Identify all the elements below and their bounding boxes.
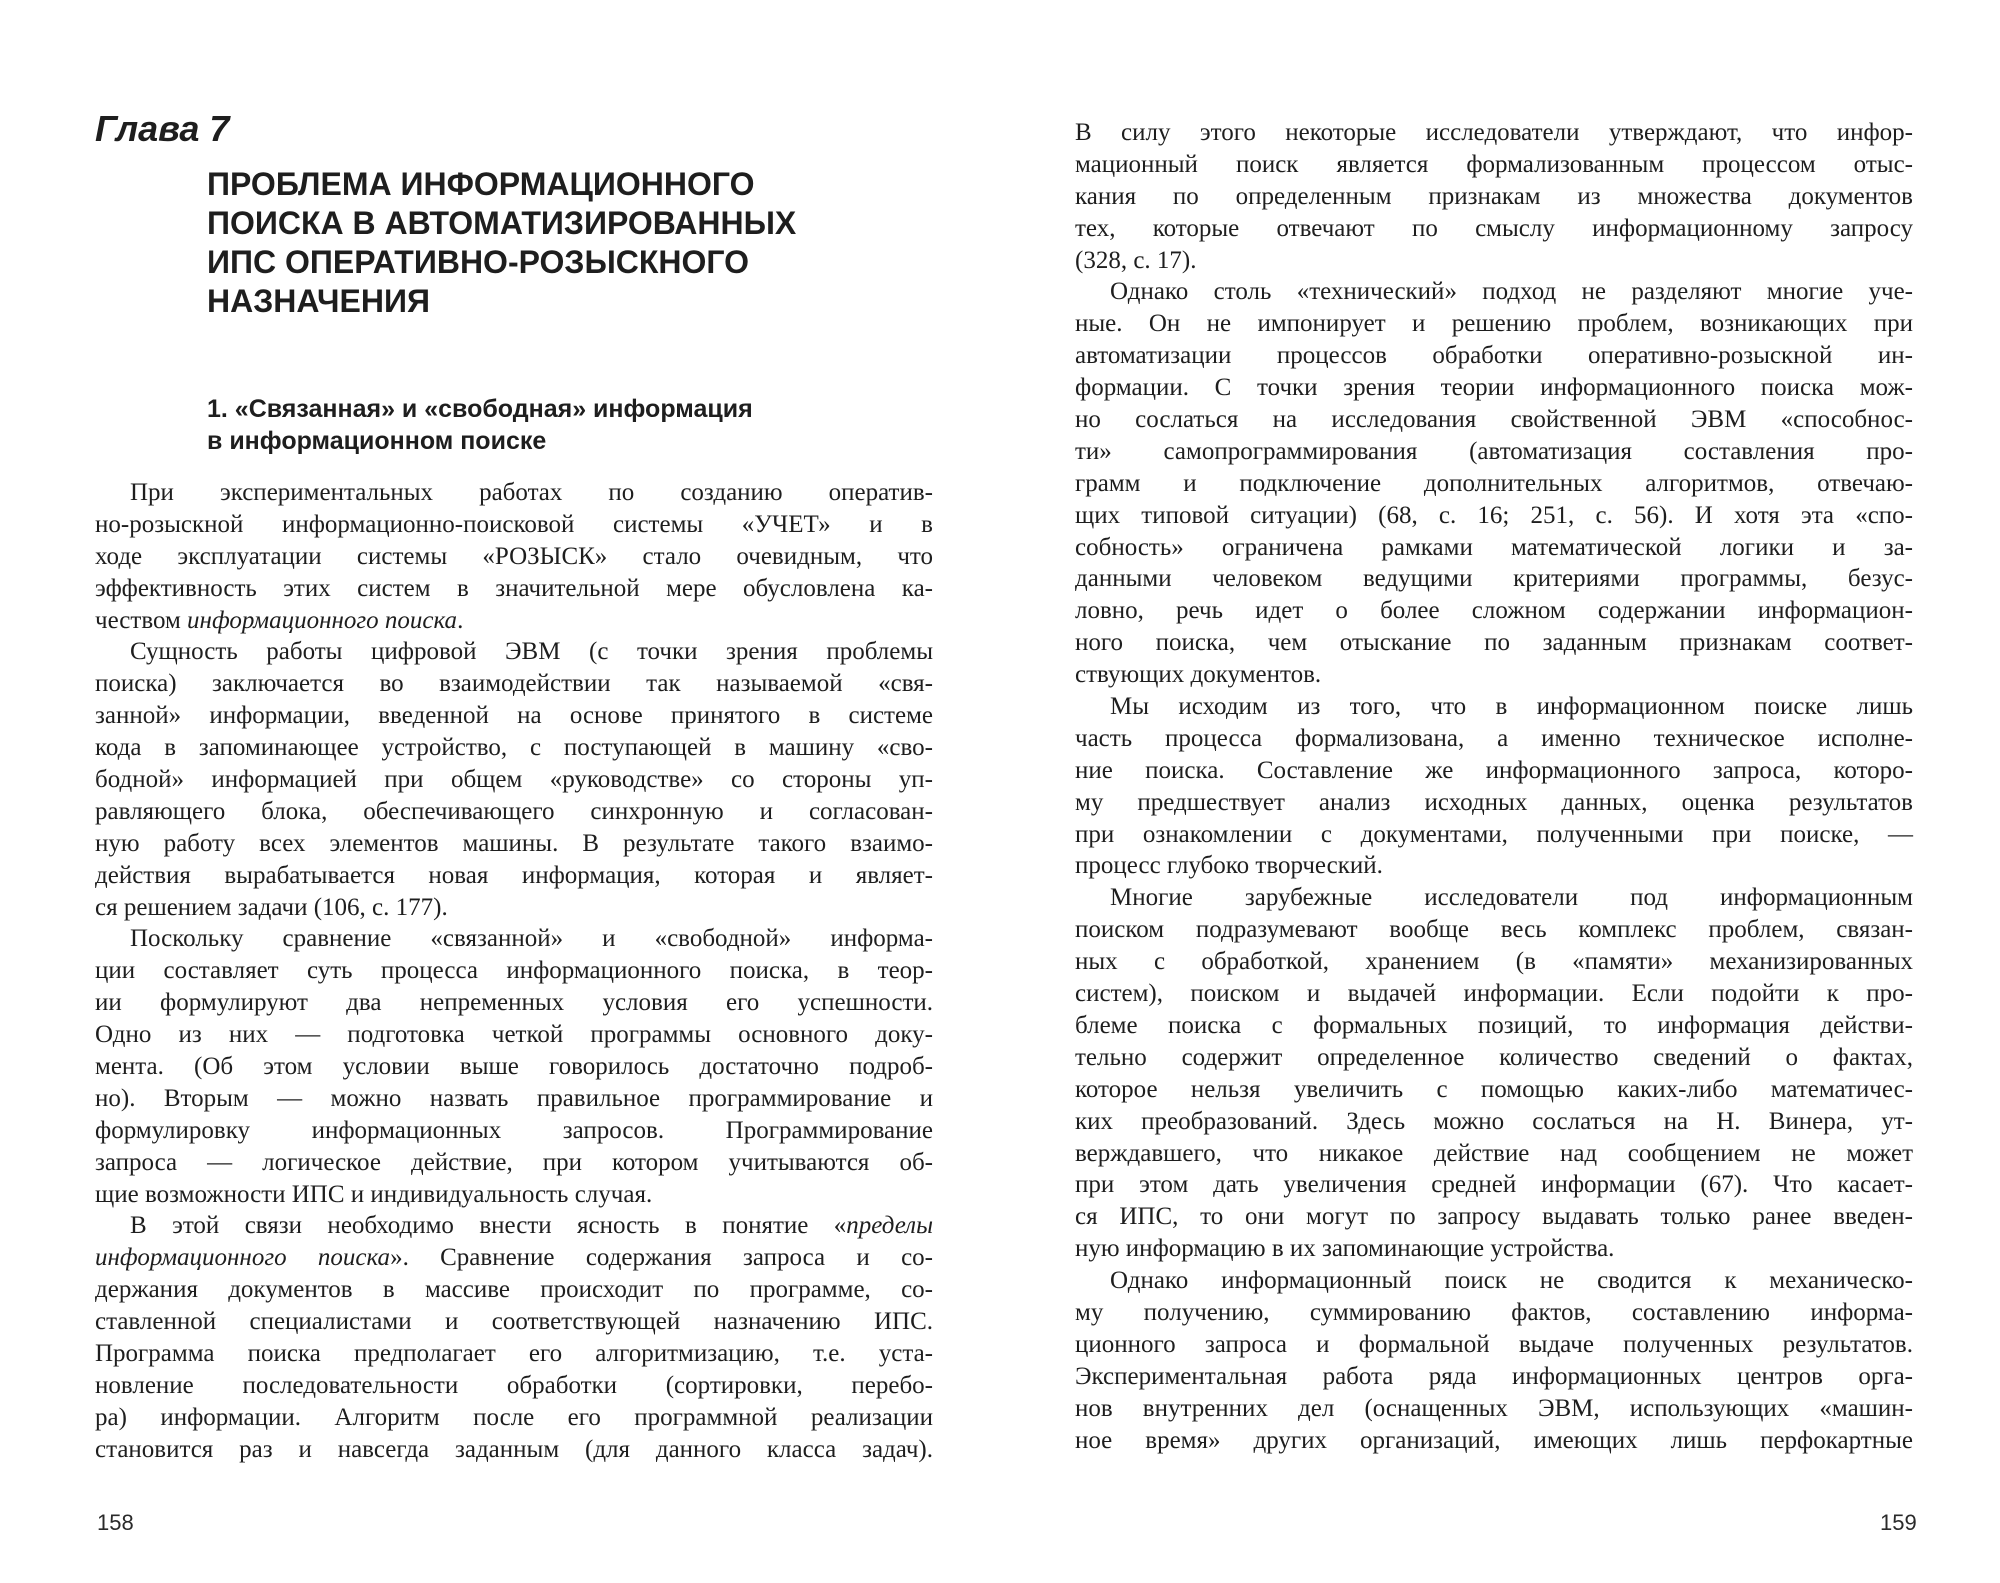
text-run: при этом дать увеличения средней информации (67). Что касает- — [1075, 1171, 1913, 1199]
text-run: мента. (Об этом условии выше говорилось достаточно подроб- — [95, 1053, 933, 1081]
text-line — [95, 860, 933, 892]
text-line — [95, 541, 933, 573]
chapter-title — [207, 165, 907, 321]
text-line — [95, 1402, 933, 1434]
text-run: ся ИПС, то они могут по запросу выдавать только ранее введен- — [1075, 1203, 1913, 1231]
text-line — [95, 923, 933, 955]
text-line — [1075, 1074, 1913, 1106]
text-line — [1075, 436, 1913, 468]
text-line — [1075, 1425, 1913, 1457]
text-run: ходе эксплуатации системы «РОЗЫСК» стало очевидным, что — [95, 542, 933, 570]
section-heading-line: 1. «Связанная» и «свободная» информация — [207, 395, 753, 423]
page-number-left: 158 — [97, 1510, 134, 1535]
text-line — [95, 1019, 933, 1051]
text-run: Поскольку сравнение «связанной» и «свободной» информа- — [130, 925, 933, 953]
text-line — [1075, 914, 1913, 946]
text-run: поиска) заключается во взаимодействии так называемой «свя- — [95, 670, 933, 698]
text-run: которое нельзя увеличить с помощью каких-либо математичес- — [1075, 1075, 1913, 1103]
text-run: Однако информационный поиск не сводится к механическо- — [1110, 1267, 1913, 1295]
text-line — [1075, 1042, 1913, 1074]
text-line — [95, 573, 933, 605]
text-run: Многие зарубежные исследователи под информационным — [1110, 884, 1913, 912]
text-run: кания по определенным признакам из множества документов — [1075, 182, 1913, 210]
text-run: собность» ограничена рамками математической логики и за- — [1075, 533, 1913, 561]
text-run: ии формулируют два непременных условия его успешности. — [95, 989, 933, 1017]
text-run: держания документов в массиве происходит по программе, со- — [95, 1276, 933, 1304]
emphasis-run: информационного поиска — [187, 606, 458, 634]
text-run: новление последовательности обработки (сортировки, перебо- — [95, 1371, 933, 1399]
text-run: формулировку информационных запросов. Программирование — [95, 1116, 933, 1144]
text-run: ловно, речь идет о более сложном содержании информацион- — [1075, 597, 1913, 625]
text-line — [1075, 308, 1913, 340]
text-run: ционного запроса и формальной выдаче полученных результатов. — [1075, 1330, 1913, 1358]
chapter-title-line: ИПС ОПЕРАТИВНО-РОЗЫСКНОГО — [207, 244, 750, 280]
text-run: При экспериментальных работах по созданию оператив- — [130, 479, 933, 506]
text-run: В силу этого некоторые исследователи утверждают, что инфор- — [1075, 119, 1913, 146]
text-run: кода в запоминающее устройство, с поступающей в машину «сво- — [95, 734, 933, 762]
text-run: блеме поиска с формальных позиций, то информация действи- — [1075, 1011, 1913, 1039]
text-line — [95, 636, 933, 668]
text-line — [1075, 1010, 1913, 1042]
text-line — [1075, 500, 1913, 532]
text-line — [1075, 978, 1913, 1010]
text-line — [95, 764, 933, 796]
chapter-title-line: ПОИСКА В АВТОМАТИЗИРОВАННЫХ — [207, 205, 797, 241]
text-line — [1075, 1201, 1913, 1233]
text-line — [95, 1083, 933, 1115]
text-run: эффективность этих систем в значительной мере обусловлена ка- — [95, 574, 933, 602]
text-line — [1075, 627, 1913, 659]
text-run: Сущность работы цифровой ЭВМ (с точки зрения проблемы — [130, 638, 933, 666]
text-run: равляющего блока, обеспечивающего синхронную и согласован- — [95, 797, 933, 825]
text-run: щие возможности ИПС и индивидуальность случая. — [95, 1180, 653, 1208]
text-run: Экспериментальная работа ряда информационных центров орга- — [1075, 1362, 1913, 1390]
text-run: Одно из них — подготовка четкой программы основного доку- — [95, 1021, 933, 1049]
text-run: действия вырабатывается новая информация, которая и являет- — [95, 861, 933, 889]
text-run: тельно содержит определенное количество сведений о фактах, — [1075, 1043, 1913, 1071]
page-number-right: 159 — [1880, 1510, 1917, 1535]
text-run: тех, которые отвечают по смыслу информационному запросу — [1075, 214, 1913, 242]
text-line — [95, 700, 933, 732]
text-line — [95, 1242, 933, 1274]
emphasis-run: пределы — [846, 1212, 933, 1240]
text-line — [1075, 404, 1913, 436]
text-line — [1075, 468, 1913, 500]
text-line — [1075, 1233, 1913, 1265]
text-run: но). Вторым — можно назвать правильное программирование и — [95, 1084, 933, 1112]
text-run: ся решением задачи (106, с. 177). — [95, 893, 448, 921]
text-line — [1075, 1329, 1913, 1361]
text-line — [95, 892, 933, 924]
chapter-title-line: ПРОБЛЕМА ИНФОРМАЦИОННОГО — [207, 166, 755, 202]
text-line — [1075, 117, 1913, 149]
section-heading — [207, 393, 927, 457]
text-run: чеством — [95, 606, 188, 634]
text-line — [1075, 340, 1913, 372]
text-run: ра) информации. Алгоритм после его программной реализации — [95, 1403, 933, 1431]
text-line — [1075, 1297, 1913, 1329]
right-page — [1000, 0, 2000, 1583]
text-run: ных с обработкой, хранением (в «памяти» механизированных — [1075, 948, 1913, 976]
text-line — [1075, 595, 1913, 627]
text-run: верждавшего, что никакое действие над сообщением не может — [1075, 1139, 1913, 1167]
text-run: ное время» других организаций, имеющих лишь перфокартные — [1075, 1426, 1913, 1454]
chapter-label: Глава 7 — [95, 108, 230, 149]
text-line — [1075, 787, 1913, 819]
emphasis-run: информационного поиска — [95, 1244, 391, 1272]
text-line — [1075, 1361, 1913, 1393]
text-run: ти» самопрограммирования (автоматизация составления про- — [1075, 437, 1913, 465]
text-run: но сослаться на исследования свойственной ЭВМ «способнос- — [1075, 406, 1913, 434]
text-line — [1075, 1393, 1913, 1425]
text-run: занной» информации, введенной на основе принятого в системе — [95, 702, 933, 730]
text-run: но-розыскной информационно-поисковой системы «УЧЕТ» и в — [95, 510, 933, 538]
text-line — [95, 1147, 933, 1179]
text-line — [95, 1370, 933, 1402]
text-run: бодной» информацией при общем «руководстве» со стороны уп- — [95, 766, 933, 794]
text-line — [95, 1210, 933, 1242]
left-body-text — [95, 477, 933, 1466]
text-line — [95, 1338, 933, 1370]
text-run: ные. Он не импонирует и решению проблем, возникающих при — [1075, 310, 1913, 338]
text-run: Мы исходим из того, что в информационном поиске лишь — [1110, 693, 1913, 721]
text-run: (328, с. 17). — [1075, 246, 1197, 274]
text-line — [95, 1179, 933, 1211]
text-run: часть процесса формализована, а именно техническое исполне- — [1075, 724, 1913, 752]
text-run: ». Сравнение содержания запроса и со- — [390, 1244, 933, 1272]
text-run: Программа поиска предполагает его алгоритмизацию, т.е. уста- — [95, 1340, 933, 1368]
text-line — [1075, 276, 1913, 308]
text-run: ного поиска, чем отыскание по заданным признакам соответ- — [1075, 629, 1913, 657]
text-line — [95, 987, 933, 1019]
text-run: ции составляет суть процесса информационного поиска, в теор- — [95, 957, 933, 985]
text-line — [1075, 1138, 1913, 1170]
text-line — [1075, 755, 1913, 787]
text-run: ную работу всех элементов машины. В результате такого взаимо- — [95, 829, 933, 857]
text-run: становится раз и навсегда заданным (для данного класса задач). — [95, 1435, 933, 1463]
text-run: систем), поиском и выдачей информации. Если подойти к про- — [1075, 980, 1913, 1008]
right-body-text — [1075, 117, 1913, 1456]
text-line — [1075, 659, 1913, 691]
text-line — [1075, 1106, 1913, 1138]
text-run: данными человеком ведущими критериями программы, безус- — [1075, 565, 1913, 593]
text-run: мационный поиск является формализованным процессом отыс- — [1075, 150, 1913, 178]
text-line — [1075, 245, 1913, 277]
text-line — [1075, 149, 1913, 181]
text-run: автоматизации процессов обработки оперативно-розыскной ин- — [1075, 342, 1913, 370]
text-line — [1075, 532, 1913, 564]
text-line — [1075, 819, 1913, 851]
text-line — [95, 605, 933, 637]
text-line — [1075, 213, 1913, 245]
section-heading-line: в информационном поиске — [207, 427, 547, 455]
text-line — [95, 796, 933, 828]
text-line — [95, 509, 933, 541]
text-line — [95, 477, 933, 509]
text-run: ную информацию в их запоминающие устройства. — [1075, 1235, 1615, 1263]
text-line — [1075, 723, 1913, 755]
text-line — [1075, 563, 1913, 595]
text-line — [1075, 946, 1913, 978]
text-line — [95, 1274, 933, 1306]
text-run: ние поиска. Составление же информационного запроса, которо- — [1075, 756, 1913, 784]
text-run: при ознакомлении с документами, полученными при поиске, — — [1075, 820, 1913, 848]
text-line — [95, 955, 933, 987]
text-line — [1075, 181, 1913, 213]
text-line — [95, 828, 933, 860]
text-run: ких преобразований. Здесь можно сослаться на Н. Винера, ут- — [1075, 1107, 1913, 1135]
text-line — [95, 1434, 933, 1466]
text-line — [1075, 1169, 1913, 1201]
text-run: ствующих документов. — [1075, 661, 1322, 689]
text-run: В этой связи необходимо внести ясность в понятие « — [130, 1212, 847, 1240]
text-line — [95, 1306, 933, 1338]
text-line — [1075, 691, 1913, 723]
chapter-title-line: НАЗНАЧЕНИЯ — [207, 283, 430, 319]
text-run: нов внутренних дел (оснащенных ЭВМ, использующих «машин- — [1075, 1394, 1913, 1422]
text-line — [1075, 850, 1913, 882]
text-run: Однако столь «технический» подход не разделяют многие уче- — [1110, 278, 1913, 306]
text-run: запроса — логическое действие, при котором учитываются об- — [95, 1148, 933, 1176]
text-line — [1075, 372, 1913, 404]
text-run: ставленной специалистами и соответствующей назначению ИПС. — [95, 1308, 933, 1336]
text-line — [95, 1115, 933, 1147]
text-run: му получению, суммированию фактов, составлению информа- — [1075, 1298, 1913, 1326]
text-line — [95, 732, 933, 764]
text-line — [1075, 1265, 1913, 1297]
text-run: грамм и подключение дополнительных алгоритмов, отвечаю- — [1075, 469, 1913, 497]
text-run: поиском подразумевают вообще весь комплекс проблем, связан- — [1075, 916, 1913, 944]
text-line — [95, 1051, 933, 1083]
text-line — [1075, 882, 1913, 914]
text-run: щих типовой ситуации) (68, с. 16; 251, с. 56). И хотя эта «спо- — [1075, 501, 1913, 529]
text-run: процесс глубоко творческий. — [1075, 852, 1383, 880]
text-line — [95, 668, 933, 700]
text-run: му предшествует анализ исходных данных, оценка результатов — [1075, 788, 1913, 816]
text-run: формации. С точки зрения теории информационного поиска мож- — [1075, 374, 1913, 402]
text-run: . — [457, 606, 464, 634]
